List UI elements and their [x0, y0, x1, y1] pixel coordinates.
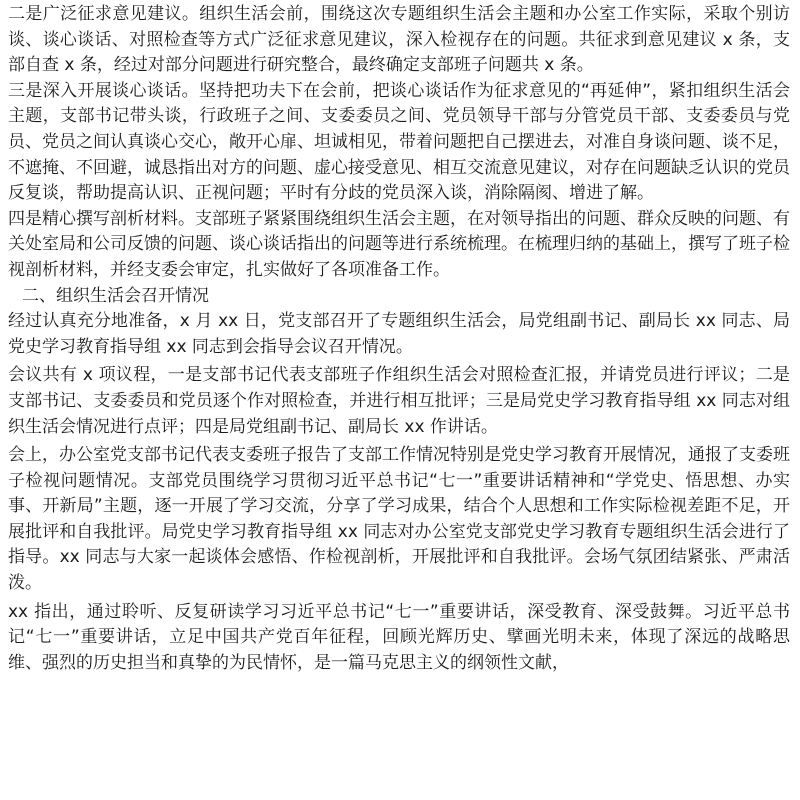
section-heading: 二、组织生活会召开情况	[22, 285, 209, 306]
paragraph-analysis-materials: 四是精心撰写剖析材料。支部班子紧紧围绕组织生活会主题，在对领导指出的问题、群众反映的问题、有关处室局和公司反馈的问题、谈心谈话指出的问题等进行系统梳理。在梳理归纳的基础上，撰写了班子检视剖析材料，并经支委会审定，扎实做好了各项准备工作。	[8, 208, 790, 280]
paragraph-meeting-report: 会上，办公室党支部书记代表支委班子报告了支部工作情况特别是党史学习教育开展情况，通报了支委班子检视问题情况。支部党员围绕学习贯彻习近平总书记“七一”重要讲话精神和“学党史、悟思想、办实事、开新局”主题，逐一开展了学习交流，分享了学习成果，结合个人思想和工作实际检视差距不足，开展批评和自我批评。局党史学习教育指导组 xx 同志对办公室党支部党史学习教育专题组织生活会进行了指导。xx 同志与大家一起谈体会感悟、作检视剖析，开展批评和自我批评。会场气氛团结紧张、严肃活泼。	[8, 445, 790, 594]
paragraph-heart-to-heart-talks: 三是深入开展谈心谈话。坚持把功夫下在会前，把谈心谈话作为征求意见的“再延伸”，紧扣组织生活会主题，支部书记带头谈，行政班子之间、支委委员之间、党员领导干部与分管党员干部、支委委员与党员、党员之间认真谈心交心，敞开心扉、坦诚相见，带着问题把自己摆进去，对准自身谈问题、谈不足，不遮掩、不回避，诚恳指出对方的问题、虚心接受意见、相互交流意见建议，对存在问题缺乏认识的党员反复谈，帮助提高认识、正视问题；平时有分歧的党员深入谈，消除隔阂、增进了解。	[8, 80, 790, 204]
paragraph-xx-remarks: xx 指出，通过聆听、反复研读学习习近平总书记“七一”重要讲话，深受教育、深受鼓舞。习近平总书记“七一”重要讲话，立足中国共产党百年征程，回顾光辉历史、擘画光明未来，体现了深远的战略思维、强烈的历史担当和真挚的为民情怀，是一篇马克思主义的纲领性文献，	[8, 601, 790, 673]
paragraph-meeting-held: 经过认真充分地准备，x 月 xx 日，党支部召开了专题组织生活会，局党组副书记、副局长 xx 同志、局党史学习教育指导组 xx 同志到会指导会议召开情况。	[8, 311, 790, 357]
document-body	[8, 2, 790, 676]
paragraph-agenda: 会议共有 x 项议程，一是支部书记代表支部班子作组织生活会对照检查汇报，并请党员进行评议；二是支部书记、支委委员和党员逐个作对照检查，并进行相互批评；三是局党史学习教育指导组 xx 同志对组织生活会情况进行点评；四是局党组副书记、副局长 xx 作讲话。	[8, 365, 790, 437]
paragraph-solicit-opinions: 二是广泛征求意见建议。组织生活会前，围绕这次专题组织生活会主题和办公室工作实际，采取个别访谈、谈心谈话、对照检查等方式广泛征求意见建议，深入检视存在的问题。共征求到意见建议 x 条，支部自查 x 条，经过对部分问题进行研究整合，最终确定支部班子问题共 x 条。	[8, 4, 790, 76]
